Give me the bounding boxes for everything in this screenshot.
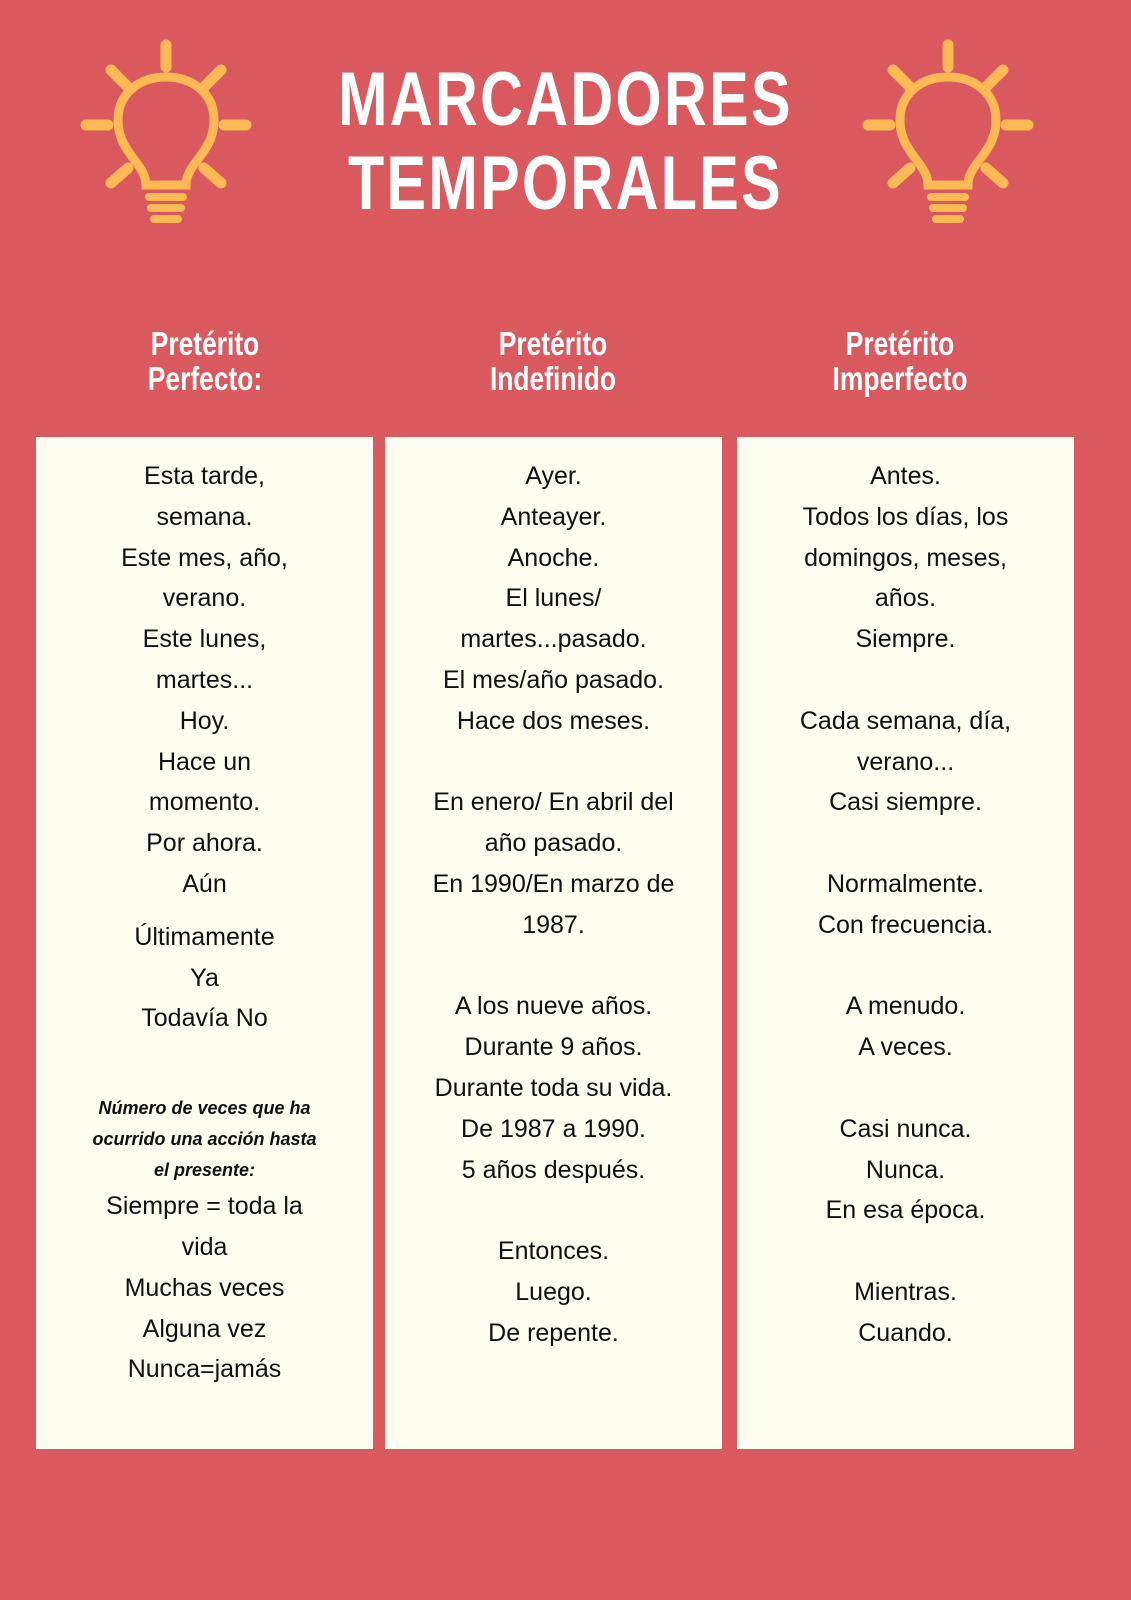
- heading-line: Indefinido: [489, 360, 617, 397]
- list-item: Entonces.: [497, 1237, 610, 1266]
- list-item: Con frecuencia.: [817, 910, 994, 939]
- list-item: Número de veces que ha: [98, 1098, 311, 1119]
- list-item: A veces.: [858, 1033, 953, 1062]
- list-item: El mes/año pasado.: [443, 665, 664, 694]
- list-item: Anteayer.: [500, 502, 607, 531]
- list-item: Cada semana, día,: [799, 706, 1012, 735]
- card-imperfecto: [737, 437, 1074, 1449]
- list-item: Hoy.: [179, 706, 230, 735]
- list-item: Hace dos meses.: [456, 706, 651, 735]
- list-item: año pasado.: [484, 829, 623, 858]
- list-item: 1987.: [522, 910, 585, 939]
- list-item: Casi siempre.: [829, 788, 982, 817]
- list-item: En esa época.: [825, 1196, 986, 1225]
- list-item: Antes.: [870, 462, 941, 490]
- list-item: Ayer.: [525, 462, 582, 490]
- list-item: [385, 1190, 722, 1231]
- list-item: Por ahora.: [146, 829, 263, 858]
- list-item: Mientras.: [854, 1277, 957, 1306]
- list-item: A los nueve años.: [454, 992, 653, 1021]
- title-line: MARCADORES: [338, 57, 793, 142]
- list-item: Aún: [182, 869, 227, 898]
- list-item: [737, 1068, 1074, 1109]
- list-item: [385, 946, 722, 987]
- heading-line: Imperfecto: [832, 360, 968, 397]
- list-item: el presente:: [153, 1160, 256, 1181]
- list-item: 5 años después.: [461, 1155, 646, 1184]
- list-item: años.: [874, 584, 937, 613]
- list-item: Esta tarde,: [144, 462, 265, 490]
- title-line: TEMPORALES: [347, 141, 784, 226]
- note: [36, 1093, 373, 1186]
- list-item: Nunca=jamás: [127, 1355, 282, 1384]
- heading-line: Pretérito: [845, 325, 955, 362]
- list-item: De repente.: [488, 1318, 619, 1347]
- card-indefinido: [385, 437, 722, 1449]
- list-item: Muchas veces: [124, 1273, 285, 1302]
- list-item: ocurrido una acción hasta: [92, 1129, 317, 1150]
- list-item: Hace un: [157, 747, 252, 776]
- list-item: Casi nunca.: [839, 1114, 972, 1143]
- list-item: Siempre = toda la: [106, 1192, 303, 1221]
- list-item: En enero/ En abril del: [433, 788, 674, 817]
- list-item: martes...pasado.: [460, 625, 647, 654]
- list-item: En 1990/En marzo de: [432, 869, 675, 898]
- list-item: semana.: [156, 502, 253, 531]
- column-heading-indefinido: [403, 326, 703, 396]
- list-item: De 1987 a 1990.: [461, 1114, 646, 1143]
- list-item: Todavía No: [141, 1004, 268, 1033]
- list-item: verano...: [856, 747, 955, 776]
- list-item: [385, 742, 722, 783]
- heading-line: Perfecto:: [147, 360, 263, 397]
- list-item: Nunca.: [865, 1155, 946, 1184]
- list-item: momento.: [148, 788, 261, 817]
- column-heading-perfecto: [55, 326, 355, 396]
- list-item: [737, 823, 1074, 864]
- heading-line: Pretérito: [498, 325, 608, 362]
- list-item: Todos los días, los: [802, 502, 1009, 531]
- list-item: Este mes, año,: [121, 543, 288, 572]
- list-item: Durante toda su vida.: [434, 1073, 673, 1102]
- list-item: Durante 9 años.: [464, 1033, 643, 1062]
- list-item: A menudo.: [845, 992, 966, 1021]
- page-title: [0, 58, 1131, 226]
- list-item: vida: [181, 1232, 228, 1261]
- list-item: Anoche.: [507, 543, 600, 572]
- list-item: [737, 946, 1074, 987]
- list-item: Este lunes,: [142, 625, 267, 654]
- heading-line: Pretérito: [150, 325, 260, 362]
- list-item: martes...: [155, 665, 254, 694]
- list-item: verano.: [162, 584, 247, 613]
- list-item: Alguna vez: [142, 1314, 267, 1343]
- list-item: Normalmente.: [827, 869, 984, 898]
- list-item: [737, 1231, 1074, 1272]
- list-item: [737, 660, 1074, 701]
- list-item: Últimamente: [134, 922, 275, 951]
- list-item: Cuando.: [858, 1318, 953, 1347]
- list-item: Luego.: [515, 1277, 592, 1306]
- card-perfecto: [36, 437, 373, 1449]
- list-item: Siempre.: [855, 625, 956, 654]
- list-item: El lunes/: [505, 584, 602, 613]
- list-item: Ya: [190, 963, 219, 992]
- column-heading-imperfecto: [750, 326, 1050, 396]
- list-item: domingos, meses,: [804, 543, 1007, 572]
